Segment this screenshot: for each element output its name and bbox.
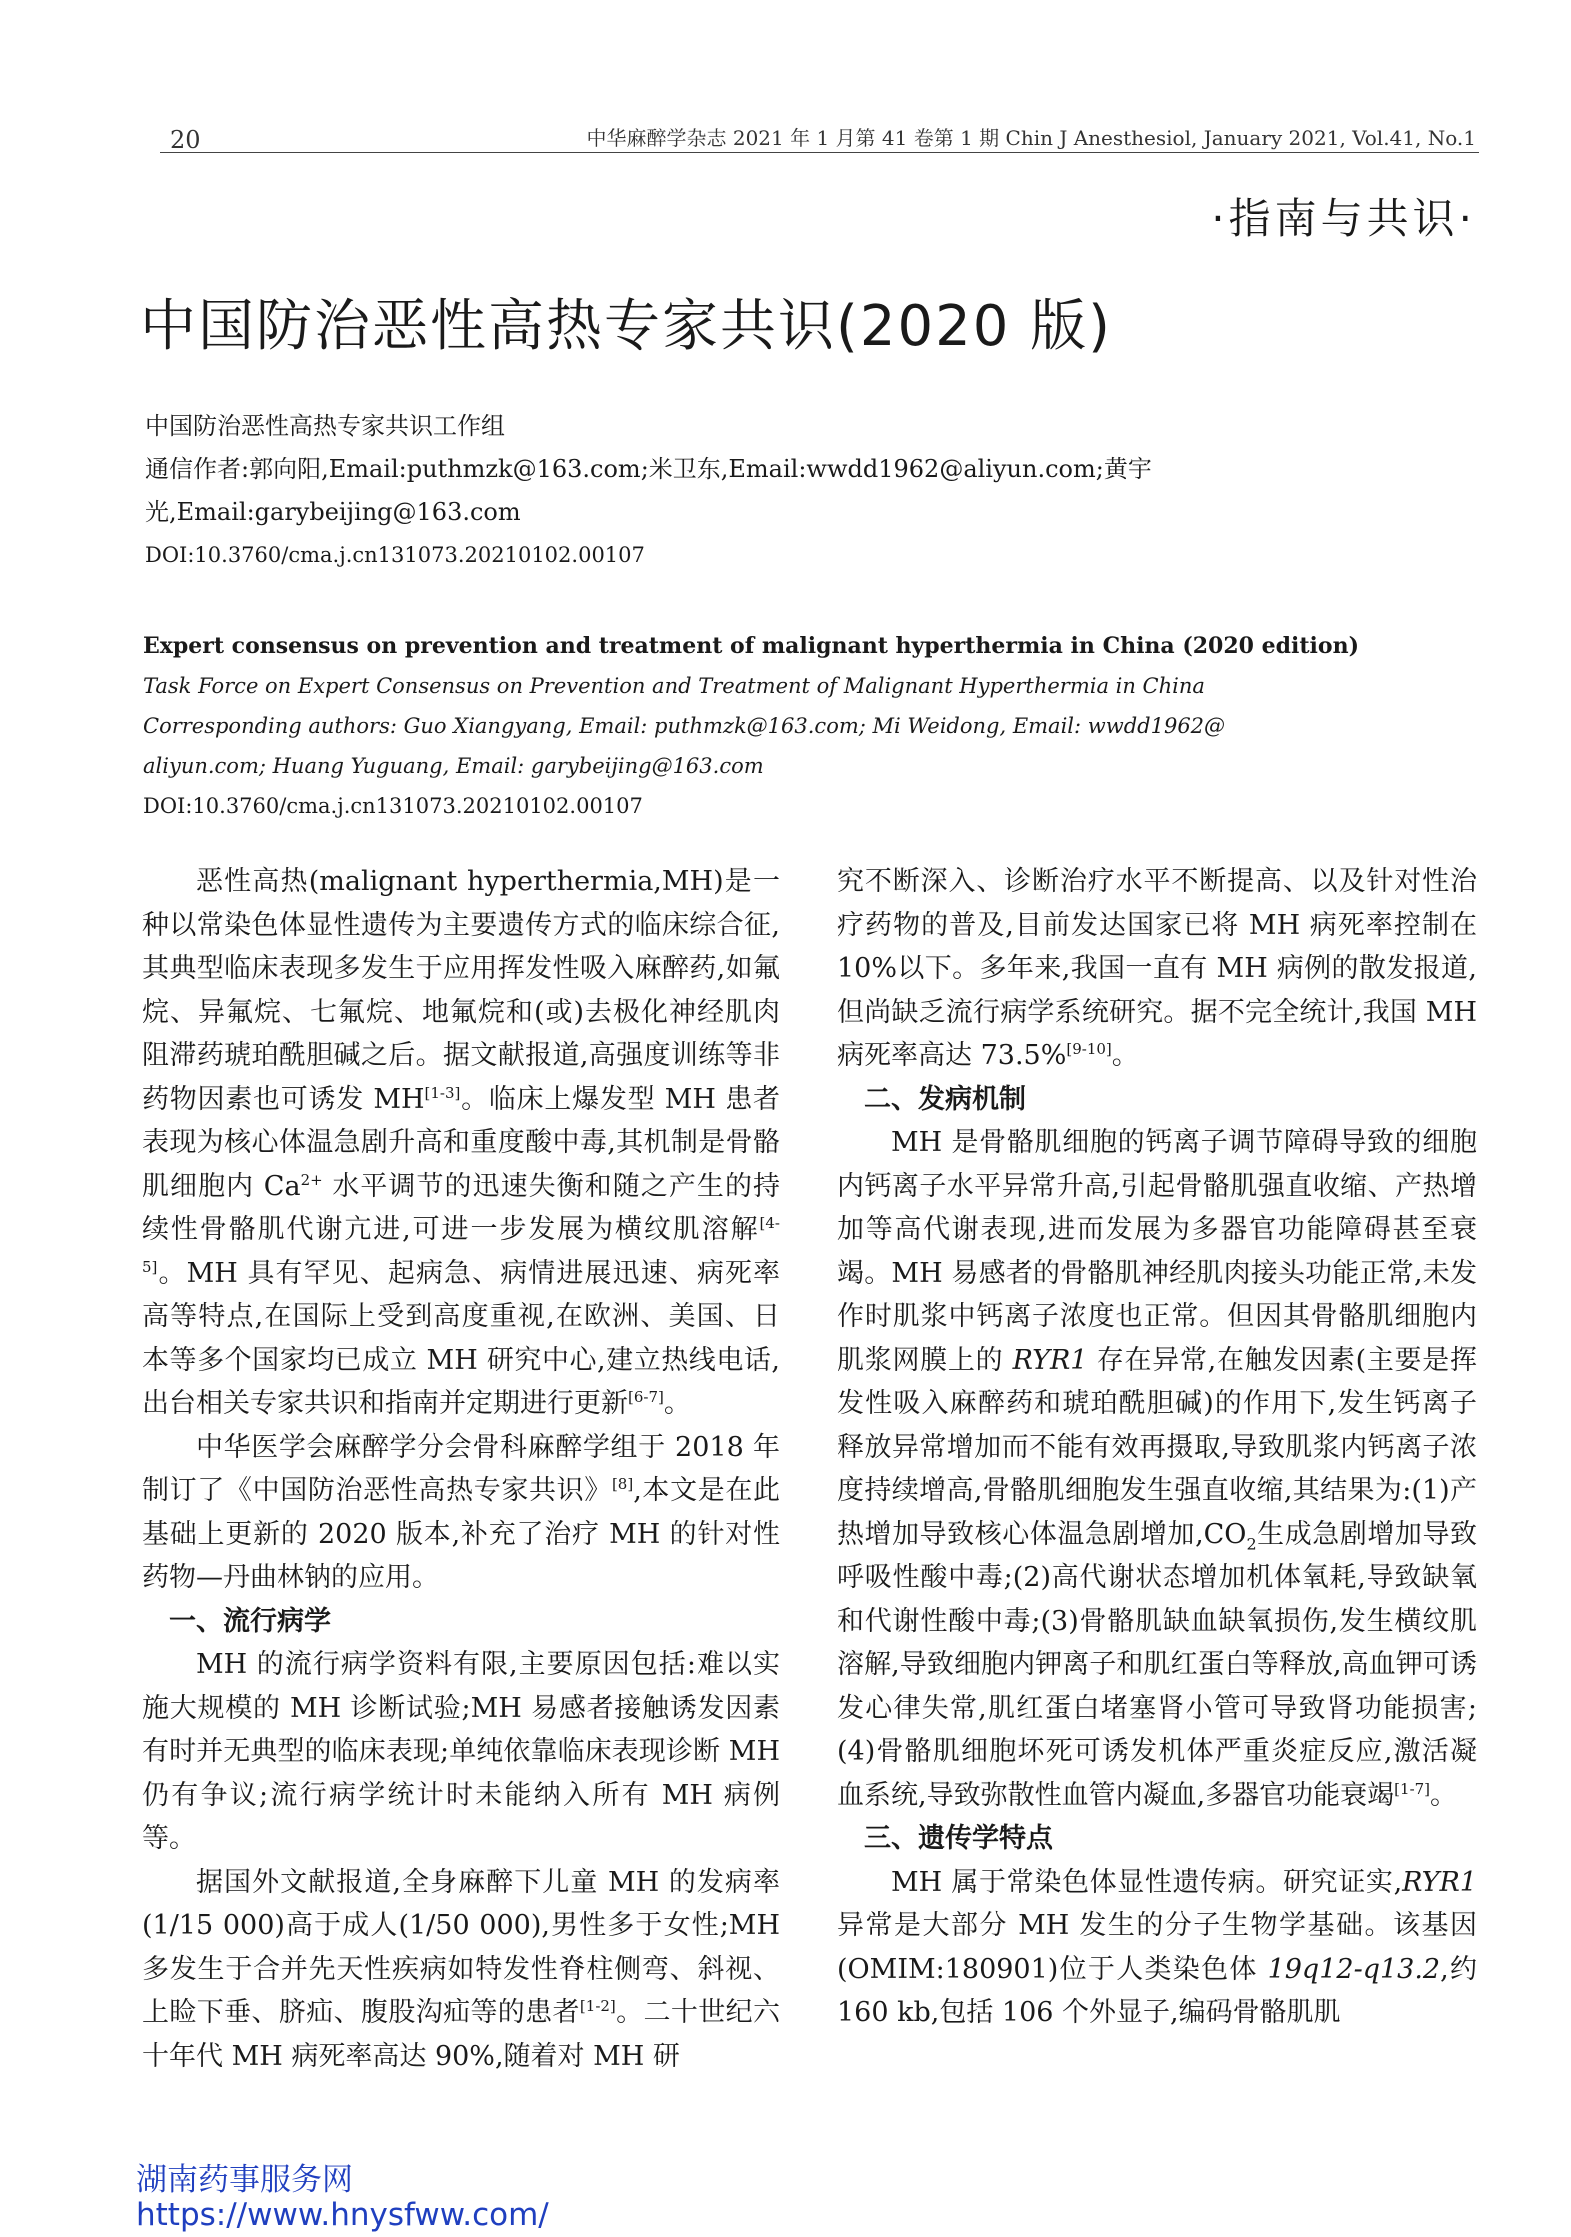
gene-name: RYR1 xyxy=(1402,1866,1477,1898)
watermark-url[interactable]: https://www.hnysfww.com/ xyxy=(136,2197,549,2233)
section-label: ·指南与共识· xyxy=(1211,194,1476,243)
citation: [1-2] xyxy=(579,1997,616,2015)
watermark-name: 湖南药事服务网 xyxy=(136,2162,353,2198)
chromosome-location: 19q12-q13.2 xyxy=(1267,1953,1441,1985)
chinese-metadata xyxy=(145,405,1225,577)
header-rule xyxy=(160,152,1479,153)
section-heading: 三、遗传学特点 xyxy=(864,1823,1053,1854)
citation: [6-7] xyxy=(628,1388,664,1406)
english-corresponding-line-1: Corresponding authors: Guo Xiangyang, Email: puthmzk@163.com; Mi Weidong, Email: wwdd1962@ xyxy=(143,714,1226,738)
paragraph: 据国外文献报道,全身麻醉下儿童 MH 的发病率(1/15 000)高于成人(1/50 000),男性多于女性;MH 多发生于合并先天性疾病如特发性脊柱侧弯、斜视、上睑下垂、脐疝、腹股沟疝等的患者[1-2]。二十世纪六十年代 MH 病死率高达 90%,随着对 MH 研 xyxy=(142,1866,781,2072)
paragraph: MH 属于常染色体显性遗传病。研究证实,RYR1 异常是大部分 MH 发生的分子生物学基础。该基因(OMIM:180901)位于人类染色体 19q12-q13.2,约 160 kb,包括 106 个外显子,编码骨骼肌肌 xyxy=(837,1866,1477,2028)
right-column xyxy=(837,860,1477,2035)
journal-header: 中华麻醉学杂志 2021 年 1 月第 41 卷第 1 期 Chin J Anesthesiol, January 2021, Vol.41, No.1 xyxy=(586,126,1476,150)
corresponding-authors-line-1: 通信作者:郭向阳,Email:puthmzk@163.com;米卫东,Email:wwdd1962@aliyun.com;黄宇 xyxy=(145,455,1152,483)
citation: [1-3] xyxy=(424,1083,461,1102)
gene-name: RYR1 xyxy=(1012,1344,1088,1376)
page-number: 20 xyxy=(170,126,201,154)
paragraph: 中华医学会麻醉学分会骨科麻醉学组于 2018 年制订了《中国防治恶性高热专家共识》[8],本文是在此基础上更新的 2020 版本,补充了治疗 MH 的针对性药物—丹曲林钠的应用。 xyxy=(142,1431,781,1593)
paragraph: MH 的流行病学资料有限,主要原因包括:难以实施大规模的 MH 诊断试验;MH 易感者接触诱发因素有时并无典型的临床表现;单纯依靠临床表现诊断 MH 仍有争议;流行病学统计时未能纳入所有 MH 病例等。 xyxy=(142,1649,780,1854)
citation: [8] xyxy=(611,1475,634,1493)
corresponding-authors-line-2: 光,Email:garybeijing@163.com xyxy=(145,498,521,526)
citation: [9-10] xyxy=(1066,1040,1112,1058)
english-doi: DOI:10.3760/cma.j.cn131073.20210102.00107 xyxy=(143,794,643,818)
author-group: 中国防治恶性高热专家共识工作组 xyxy=(145,412,505,440)
section-heading: 一、流行病学 xyxy=(169,1605,331,1637)
citation: [1-7] xyxy=(1394,1779,1431,1798)
watermark xyxy=(136,2163,549,2233)
english-title: Expert consensus on prevention and treatment of malignant hyperthermia in China (2020 edition) xyxy=(143,633,1359,659)
paragraph: MH 是骨骼肌细胞的钙离子调节障碍导致的细胞内钙离子水平异常升高,引起骨骼肌强直收缩、产热增加等高代谢表现,进而发展为多器官功能障碍甚至衰竭。MH 易感者的骨骼肌神经肌肉接头功能正常,未发作时肌浆中钙离子浓度也正常。但因其骨骼肌细胞内肌浆网膜上的 RYR1 存在异常,在触发因素(主要是挥发性吸入麻醉药和琥珀酰胆碱)的作用下,发生钙离子释放异常增加而不能有效再摄取,导致肌浆内钙离子浓度持续增高,骨骼肌细胞发生强直收缩,其结果为:(1)产热增加导致核心体温急剧增加$,CO_2$生成急剧增加导致呼吸性酸中毒;(2)高代谢状态增加机体氧耗,导致缺氧和代谢性酸中毒;(3)骨骼肌缺血缺氧损伤,发生横纹肌溶解,导致细胞内钾离子和肌红蛋白等释放,高血钾可诱发心律失常,肌红蛋白堵塞肾小管可导致肾功能损害;(4)骨骼肌细胞坏死可诱发机体严重炎症反应,激活凝血系统,导致弥散性血管内凝血,多器官功能衰竭[1-7]。 xyxy=(837,1127,1477,1811)
paragraph: 究不断深入、诊断治疗水平不断提高、以及针对性治疗药物的普及,目前发达国家已将 MH 病死率控制在 10%以下。多年来,我国一直有 MH 病例的散发报道,但尚缺乏流行病学系统研究。据不完全统计,我国 MH 病死率高达 73.5%[9-10]。 xyxy=(837,866,1477,1071)
english-corresponding-line-2: aliyun.com; Huang Yuguang, Email: garybeijing@163.com xyxy=(143,754,764,778)
citation: [4-5] xyxy=(142,1214,780,1276)
article-title: 中国防治恶性高热专家共识(2020 版) xyxy=(140,294,1113,359)
paragraph: 恶性高热(malignant hyperthermia,MH)是一种以常染色体显性遗传为主要遗传方式的临床综合征,其典型临床表现多发生于应用挥发性吸入麻醉药,如氟烷、异氟烷、七氟烷、地氟烷和(或)去极化神经肌肉阻滞药琥珀酰胆碱之后。据文献报道,高强度训练等非药物因素也可诱发 MH[1-3]。临床上爆发型 MH 患者表现为核心体温急剧升高和重度酸中毒,其机制是骨骼肌细胞内 $Ca^{2+}$ 水平调节的迅速失衡和随之产生的持续性骨骼肌代谢亢进,可进一步发展为横纹肌溶解[4-5]。MH 具有罕见、起病急、病情进展迅速、病死率高等特点,在国际上受到高度重视,在欧洲、美国、日本等多个国家均已成立 MH 研究中心,建立热线电话,出台相关专家共识和指南并定期进行更新[6-7]。 xyxy=(142,866,780,1419)
english-metadata xyxy=(143,626,1359,826)
doi: DOI:10.3760/cma.j.cn131073.20210102.00107 xyxy=(145,543,645,567)
task-force: Task Force on Expert Consensus on Prevention and Treatment of Malignant Hyperthermia in China xyxy=(143,674,1205,698)
section-heading: 二、发病机制 xyxy=(864,1083,1026,1115)
left-column xyxy=(142,860,780,2078)
